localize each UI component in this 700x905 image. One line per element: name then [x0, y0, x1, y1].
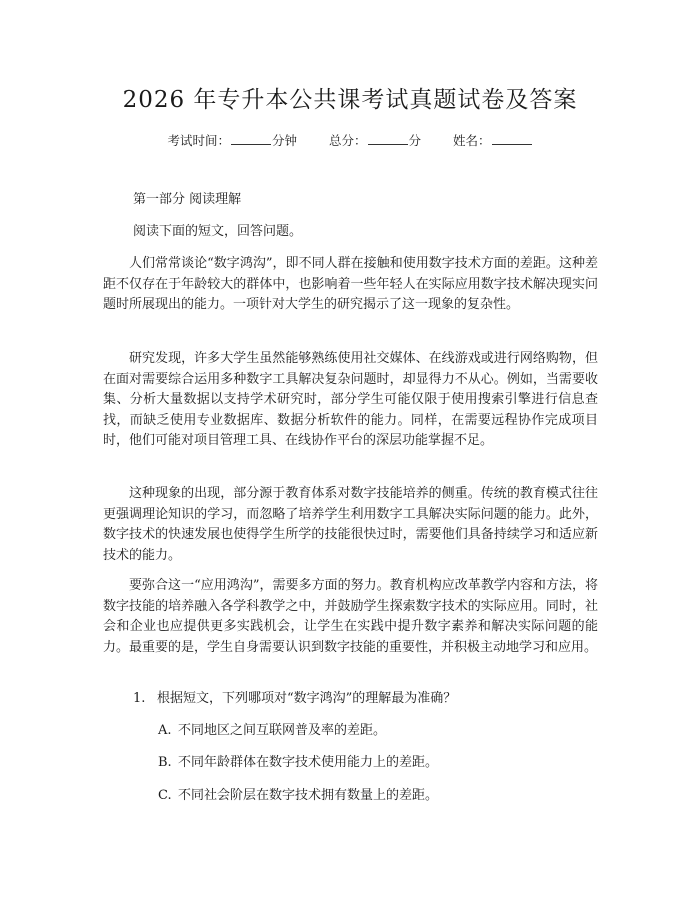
passage-paragraph-3: 这种现象的出现，部分源于教育体系对数字技能培养的侧重。传统的教育模式往往更强调理论知识的学习，而忽略了培养学生利用数字工具解决实际问题的能力。此外，数字技术的快速发展也使得学生所学的技能很快过时，需要他们具备持续学习和适应新技术的能力。: [103, 486, 598, 563]
name-label: 姓名：: [453, 133, 491, 148]
option-text: 不同社会阶层在数字技术拥有数量上的差距。: [178, 788, 439, 803]
total-score-unit: 分: [408, 133, 422, 148]
option-label: A.: [158, 723, 172, 738]
exam-time-blank: [231, 132, 271, 145]
question-text: 根据短文，下列哪项对“数字鸿沟”的理解最为准确？: [157, 691, 457, 706]
total-score-blank: [368, 132, 408, 145]
question-1: [133, 689, 456, 709]
exam-time-unit: 分钟: [271, 133, 297, 148]
reading-instruction: 阅读下面的短文，回答问题。: [133, 224, 303, 239]
passage-paragraph-2: 研究发现，许多大学生虽然能够熟练使用社交媒体、在线游戏或进行网络购物，但在面对需要综合运用多种数字工具解决复杂问题时，却显得力不从心。例如，当需要收集、分析大量数据以支持学术研究时，部分学生可能仅限于使用搜索引擎进行信息查找，而缺乏使用专业数据库、数据分析软件的能力。同样，在需要远程协作完成项目时，他们可能对项目管理工具、在线协作平台的深层功能掌握不足。: [103, 351, 598, 448]
page-title: 2026 年专升本公共课考试真题试卷及答案: [122, 87, 578, 113]
section-heading: 第一部分 阅读理解: [133, 192, 242, 207]
option-label: B.: [158, 755, 172, 770]
option-text: 不同地区之间互联网普及率的差距。: [178, 723, 387, 738]
passage-paragraph-1: 人们常常谈论“数字鸿沟”，即不同人群在接触和使用数字技术方面的差距。这种差距不仅存在于年龄较大的群体中，也影响着一些年轻人在实际应用数字技术解决现实问题时所展现出的能力。一项针对大学生的研究揭示了这一现象的复杂性。: [103, 256, 598, 312]
total-score-label: 总分：: [328, 133, 367, 148]
passage-paragraph-4: 要弥合这一“应用鸿沟”，需要多方面的努力。教育机构应改革教学内容和方法，将数字技能的培养融入各学科教学之中，并鼓励学生探索数字技术的实际应用。同时，社会和企业也应提供更多实践机会，让学生在实践中提升数字素养和解决实际问题的能力。最重要的是，学生自身需要认识到数字技能的重要性，并积极主动地学习和应用。: [103, 578, 598, 655]
name-field: [453, 133, 533, 148]
option-label: C.: [158, 788, 172, 803]
total-score-field: [329, 133, 425, 148]
option-text: 不同年龄群体在数字技术使用能力上的差距。: [178, 755, 439, 770]
option-b: [158, 753, 438, 773]
option-a: [158, 721, 386, 741]
question-number: 1.: [133, 691, 146, 706]
exam-info-line: [0, 131, 700, 151]
exam-time-field: [167, 133, 301, 148]
exam-time-label: 考试时间：: [167, 133, 230, 148]
option-c: [158, 786, 438, 806]
name-blank: [492, 132, 532, 145]
